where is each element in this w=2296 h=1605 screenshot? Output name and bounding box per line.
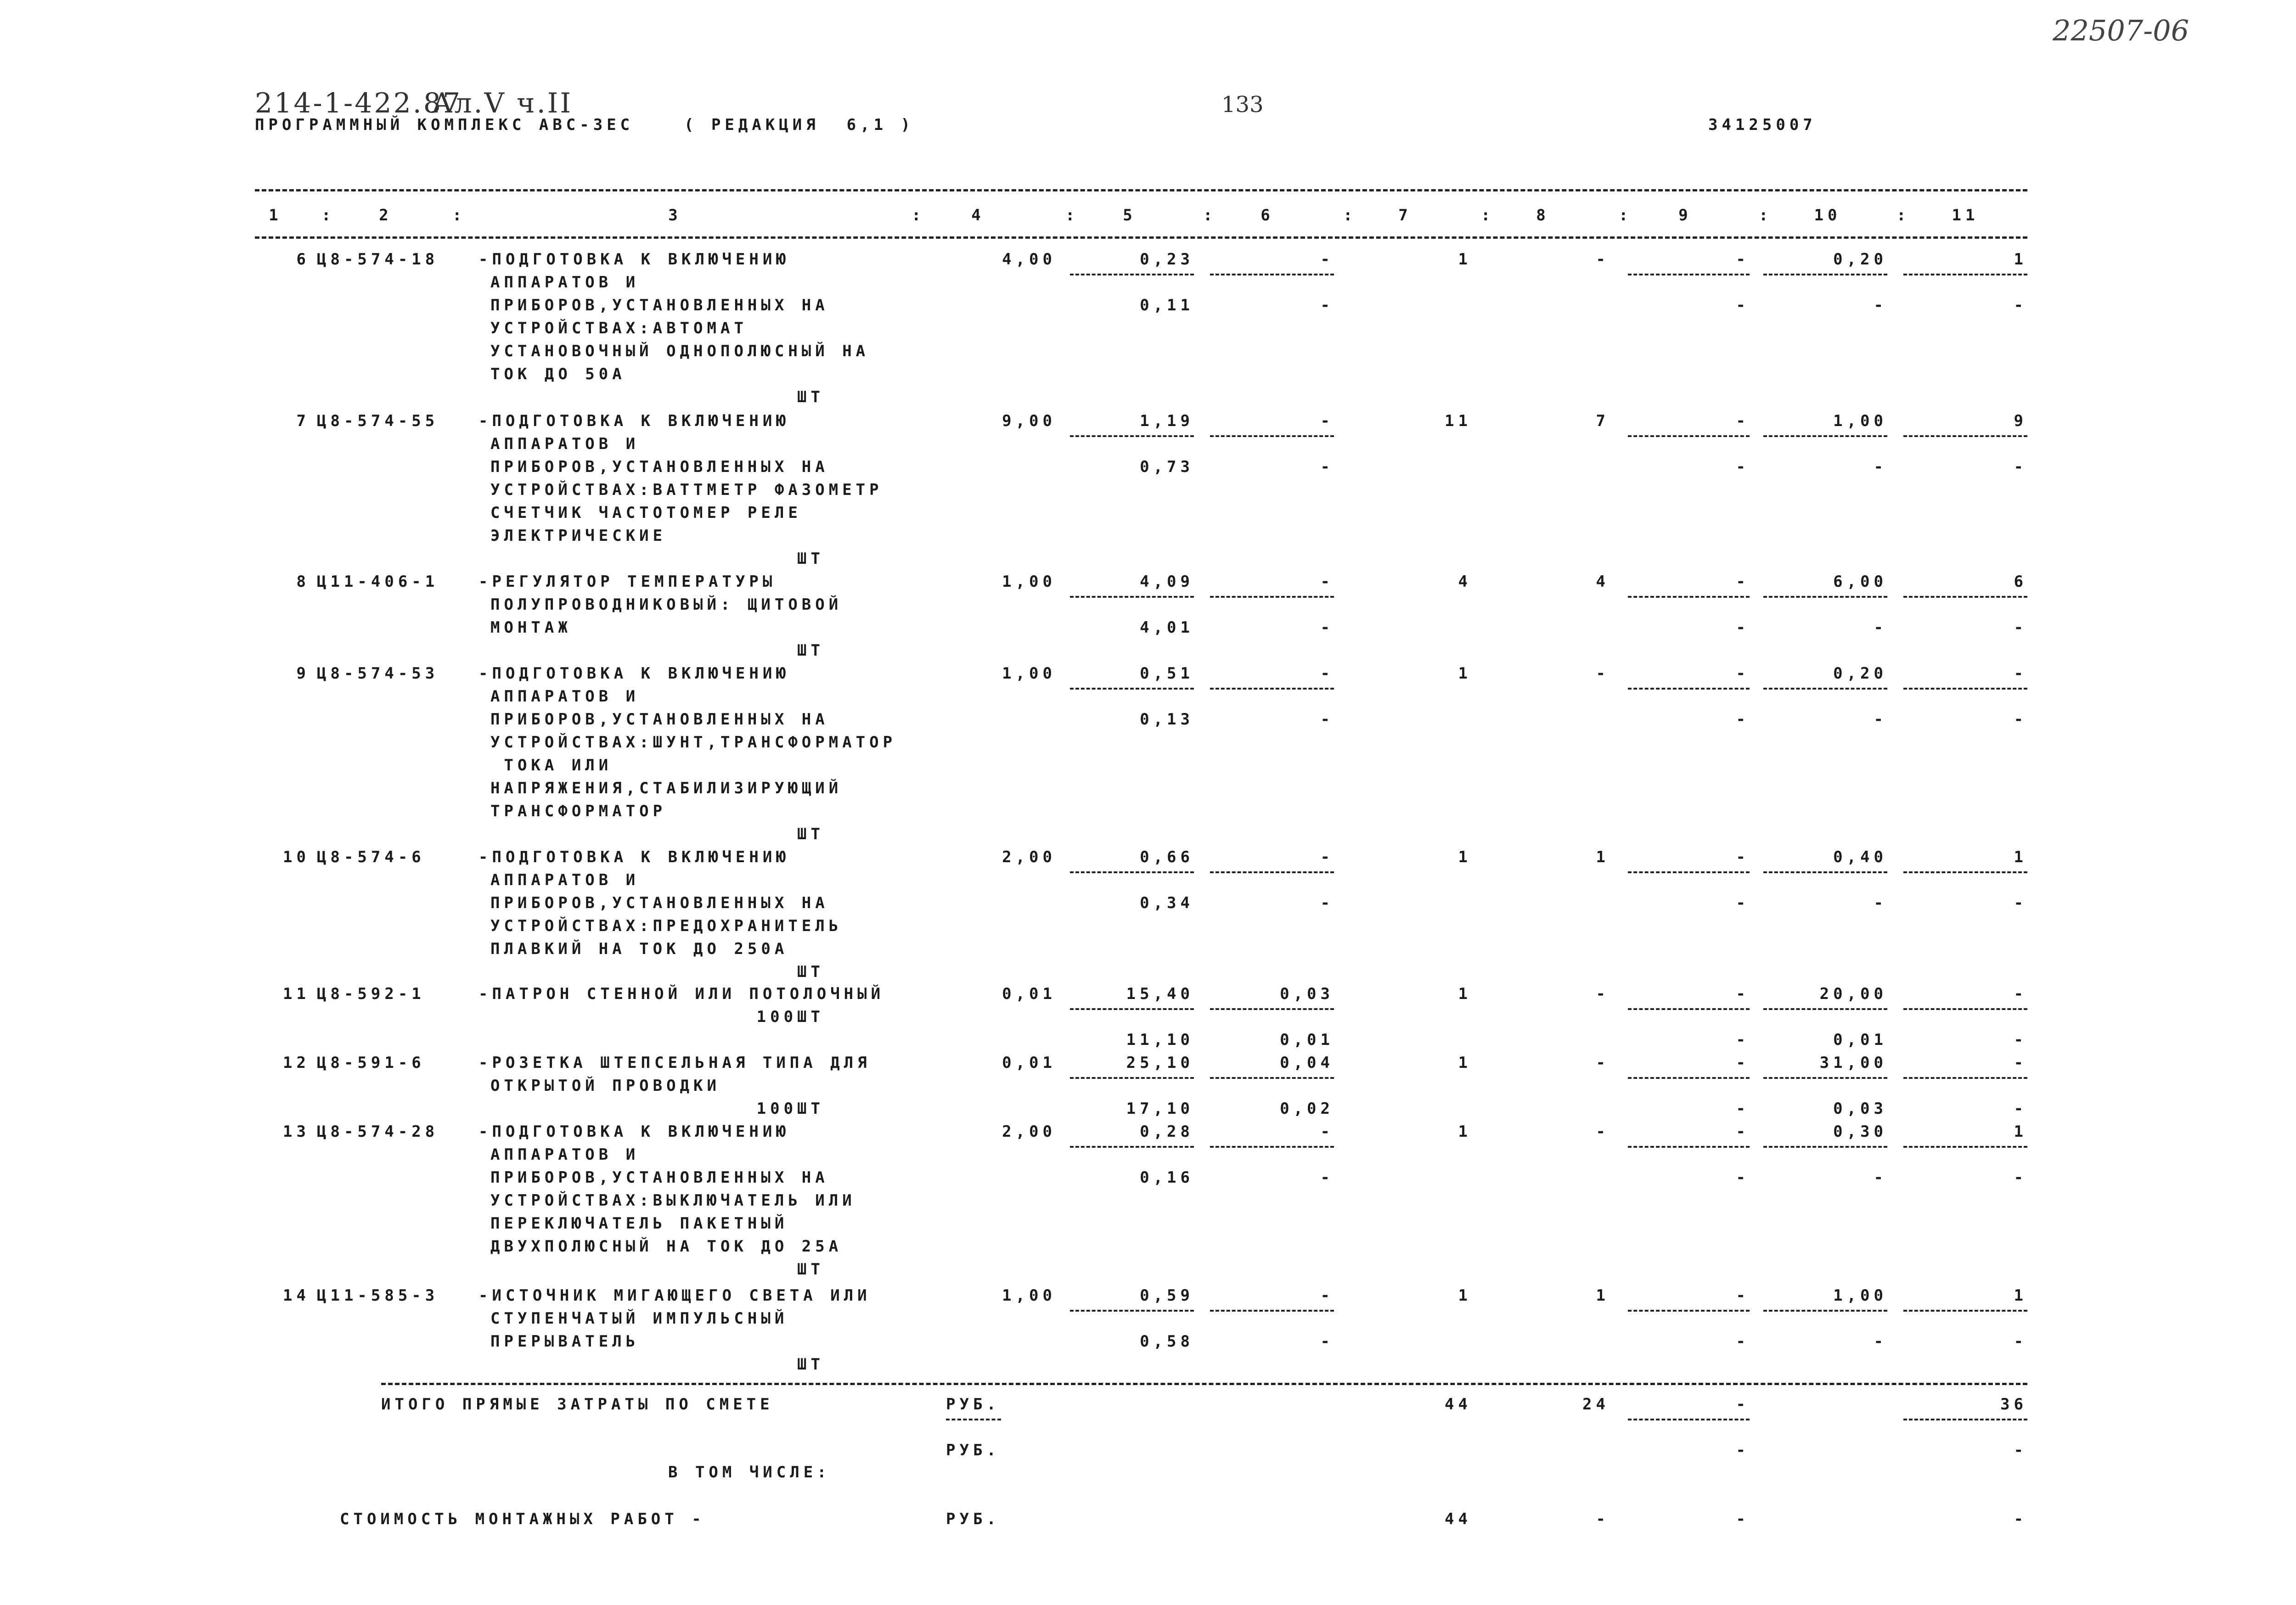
subtotal-rule (1070, 274, 1194, 275)
subtotal-rule (1763, 1077, 1887, 1079)
work-description: СЧЕТЧИК ЧАСТОТОМЕР РЕЛЕ (490, 504, 802, 522)
total-wages: 1 (1596, 848, 1609, 866)
total-machines: - (1736, 848, 1750, 866)
work-description: ПЛАВКИЙ НА ТОК ДО 250А (490, 940, 788, 958)
page-number: 133 (1221, 92, 1264, 118)
column-separator: : (452, 206, 466, 224)
total-machines: - (1736, 250, 1750, 269)
labor-machinists-per-unit: - (1874, 618, 1887, 637)
labor-machinists-per-unit: - (1874, 894, 1887, 912)
work-description: АППАРАТОВ И (490, 273, 640, 292)
subtotal-rule (1070, 1008, 1194, 1010)
work-description: ПЕРЕКЛЮЧАТЕЛЬ ПАКЕТНЫЙ (490, 1214, 788, 1233)
subtotal-rule (1628, 1008, 1750, 1010)
totals-label: ИТОГО ПРЯМЫЕ ЗАТРАТЫ ПО СМЕТЕ (381, 1395, 774, 1414)
unit-of-measure: ШТ (797, 963, 824, 981)
labor-machinists-total: - (2014, 296, 2027, 314)
unit-of-measure: ШТ (797, 641, 824, 660)
subtotal-rule (1903, 871, 2027, 873)
album-ref: Ал.V ч.II (432, 87, 573, 119)
montage-machines: - (1736, 1510, 1750, 1528)
unit-cost-wages: 17,10 (1126, 1100, 1194, 1118)
work-description: ПРИБОРОВ,УСТАНОВЛЕННЫХ НА (490, 296, 829, 314)
labor-machinists-total: - (2014, 1100, 2027, 1118)
unit-cost-machine-wages: - (1320, 618, 1334, 637)
labor-machinists-total: - (2014, 1168, 2027, 1187)
unit-cost-machines: - (1320, 572, 1334, 591)
quantity: 9,00 (1002, 412, 1056, 430)
column-header-3: 3 (668, 206, 682, 224)
subtotal-rule (1903, 1077, 2027, 1079)
quantity: 0,01 (1002, 1054, 1056, 1072)
unit-cost-machine-wages: - (1320, 1168, 1334, 1187)
labor-per-unit: 6,00 (1833, 572, 1887, 591)
unit-cost-total: 25,10 (1126, 1054, 1194, 1072)
totals-cost: 44 (1445, 1395, 1472, 1414)
unit-cost-machines: - (1320, 848, 1334, 866)
work-description: ПРИБОРОВ,УСТАНОВЛЕННЫХ НА (490, 458, 829, 476)
work-description: УСТАНОВОЧНЫЙ ОДНОПОЛЮСНЫЙ НА (490, 342, 870, 360)
subtotal-rule (1763, 1146, 1887, 1148)
machine-wages-total: - (1736, 1168, 1750, 1187)
header-rule (255, 236, 2027, 239)
labor-total: 9 (2014, 412, 2027, 430)
machine-wages-total: - (1736, 710, 1750, 729)
quantity: 1,00 (1002, 572, 1056, 591)
subtotal-rule (1903, 1310, 2027, 1312)
machine-wages-total: - (1736, 1031, 1750, 1049)
labor-machinists-per-unit: - (1874, 296, 1887, 314)
column-header-11: 11 (1952, 206, 1979, 224)
work-description: ОТКРЫТОЙ ПРОВОДКИ (490, 1077, 720, 1095)
subtotal-rule (1210, 871, 1334, 873)
subtotal-rule (1070, 596, 1194, 598)
work-description: УСТРОЙСТВАХ:ШУНТ,ТРАНСФОРМАТОР (490, 733, 897, 752)
unit-cost-machines: - (1320, 1286, 1334, 1305)
labor-machinists-per-unit: 0,01 (1833, 1031, 1887, 1049)
total-cost: 4 (1458, 572, 1472, 591)
machine-wages-total: - (1736, 458, 1750, 476)
work-description: АППАРАТОВ И (490, 871, 640, 889)
work-description: НАПРЯЖЕНИЯ,СТАБИЛИЗИРУЮЩИЙ (490, 779, 843, 797)
row-number: 8 (296, 572, 310, 591)
totals-wages: 24 (1582, 1395, 1609, 1414)
total-cost: 1 (1458, 1286, 1472, 1305)
total-machines: - (1736, 412, 1750, 430)
column-separator: : (1896, 206, 1910, 224)
subtotal-rule (1763, 871, 1887, 873)
total-wages: - (1596, 985, 1609, 1003)
labor-machinists-total: - (2014, 894, 2027, 912)
total-machines: - (1736, 572, 1750, 591)
unit-cost-wages: 0,34 (1140, 894, 1194, 912)
row-number: 7 (296, 412, 310, 430)
unit-of-measure: ШТ (797, 825, 824, 843)
labor-machinists-total: - (2014, 618, 2027, 637)
totals-machine-wages: - (1736, 1441, 1750, 1459)
labor-total: 1 (2014, 1122, 2027, 1141)
labor-total: 6 (2014, 572, 2027, 591)
work-description: АППАРАТОВ И (490, 1145, 640, 1164)
subtotal-rule (1070, 688, 1194, 690)
row-number: 10 (283, 848, 310, 866)
totals-unit-2: РУБ. (946, 1441, 1000, 1459)
subtotal-rule (1210, 688, 1334, 690)
labor-machinists-total: - (2014, 1031, 2027, 1049)
unit-cost-machine-wages: 0,01 (1280, 1031, 1334, 1049)
total-cost: 1 (1458, 1122, 1472, 1141)
subtotal-rule (1628, 1146, 1750, 1148)
total-wages: - (1596, 1054, 1609, 1072)
total-cost: 1 (1458, 664, 1472, 683)
work-description: МОНТАЖ (490, 618, 572, 637)
machine-wages-total: - (1736, 296, 1750, 314)
unit-cost-total: 0,51 (1140, 664, 1194, 683)
total-machines: - (1736, 1122, 1750, 1141)
column-header-5: 5 (1123, 206, 1137, 224)
resource-code: Ц8-574-6 (317, 848, 425, 866)
unit-of-measure: ШТ (797, 1260, 824, 1279)
resource-code: Ц8-574-28 (317, 1122, 439, 1141)
total-wages: 4 (1596, 572, 1609, 591)
work-description: -РЕГУЛЯТОР ТЕМПЕРАТУРЫ (478, 572, 777, 591)
unit-of-measure: 100ШТ (756, 1008, 824, 1026)
subtotal-rule (1763, 596, 1887, 598)
total-wages: - (1596, 664, 1609, 683)
machine-wages-total: - (1736, 1332, 1750, 1351)
labor-per-unit: 0,20 (1833, 250, 1887, 269)
row-number: 11 (283, 985, 310, 1003)
subtotal-rule (1210, 1310, 1334, 1312)
totals-labor-machinists: - (2014, 1441, 2027, 1459)
resource-code: Ц11-585-3 (317, 1286, 439, 1305)
montage-unit: РУБ. (946, 1510, 1000, 1528)
totals-machines-rule (1628, 1419, 1750, 1420)
unit-cost-wages: 0,11 (1140, 296, 1194, 314)
machine-wages-total: - (1736, 618, 1750, 637)
unit-cost-machines: 0,03 (1280, 985, 1334, 1003)
column-separator: : (1343, 206, 1357, 224)
work-description: -ПОДГОТОВКА К ВКЛЮЧЕНИЮ (478, 250, 790, 269)
subtotal-rule (1070, 1310, 1194, 1312)
unit-cost-wages: 4,01 (1140, 618, 1194, 637)
subtotal-rule (1763, 1008, 1887, 1010)
labor-total: 1 (2014, 1286, 2027, 1305)
subtotal-rule (1210, 274, 1334, 275)
total-wages: 7 (1596, 412, 1609, 430)
labor-total: - (2014, 985, 2027, 1003)
program-edition: ( РЕДАКЦИЯ 6,1 ) (684, 116, 914, 134)
unit-cost-total: 1,19 (1140, 412, 1194, 430)
resource-code: Ц8-574-18 (317, 250, 439, 269)
unit-cost-machine-wages: - (1320, 894, 1334, 912)
montage-wages: - (1596, 1510, 1609, 1528)
labor-per-unit: 0,30 (1833, 1122, 1887, 1141)
work-description: -ПОДГОТОВКА К ВКЛЮЧЕНИЮ (478, 412, 790, 430)
row-number: 13 (283, 1122, 310, 1141)
machine-wages-total: - (1736, 894, 1750, 912)
unit-cost-machines: - (1320, 250, 1334, 269)
resource-code: Ц8-574-55 (317, 412, 439, 430)
work-description: ТОК ДО 50А (490, 365, 626, 383)
work-description: ЭЛЕКТРИЧЕСКИЕ (490, 527, 667, 545)
totals-labor: 36 (2000, 1395, 2027, 1414)
unit-cost-machine-wages: - (1320, 710, 1334, 729)
work-description: -ПОДГОТОВКА К ВКЛЮЧЕНИЮ (478, 848, 790, 866)
labor-machinists-per-unit: 0,03 (1833, 1100, 1887, 1118)
column-header-6: 6 (1261, 206, 1274, 224)
handwritten-archive-number: 22507-06 (2053, 14, 2189, 47)
subtotal-rule (1628, 1310, 1750, 1312)
total-cost: 1 (1458, 848, 1472, 866)
subtotal-rule (1628, 274, 1750, 275)
total-machines: - (1736, 1286, 1750, 1305)
unit-of-measure: ШТ (797, 550, 824, 568)
resource-code: Ц8-574-53 (317, 664, 439, 683)
subtotal-rule (1903, 596, 2027, 598)
including-label: В ТОМ ЧИСЛЕ: (668, 1463, 831, 1482)
labor-per-unit: 0,40 (1833, 848, 1887, 866)
totals-rule (381, 1383, 2027, 1385)
work-description: -ПОДГОТОВКА К ВКЛЮЧЕНИЮ (478, 664, 790, 683)
row-number: 6 (296, 250, 310, 269)
montage-label: СТОИМОСТЬ МОНТАЖНЫХ РАБОТ - (340, 1510, 705, 1528)
work-description: ПРИБОРОВ,УСТАНОВЛЕННЫХ НА (490, 894, 829, 912)
unit-cost-machines: - (1320, 664, 1334, 683)
unit-cost-total: 4,09 (1140, 572, 1194, 591)
unit-cost-machine-wages: - (1320, 296, 1334, 314)
column-header-1: 1 (269, 206, 282, 224)
quantity: 2,00 (1002, 1122, 1056, 1141)
unit-cost-total: 0,23 (1140, 250, 1194, 269)
subtotal-rule (1628, 871, 1750, 873)
row-number: 12 (283, 1054, 310, 1072)
labor-per-unit: 0,20 (1833, 664, 1887, 683)
work-description: -ПАТРОН СТЕННОЙ ИЛИ ПОТОЛОЧНЫЙ (478, 985, 885, 1003)
column-header-2: 2 (379, 206, 393, 224)
total-cost: 1 (1458, 250, 1472, 269)
unit-of-measure: ШТ (797, 388, 824, 406)
quantity: 1,00 (1002, 664, 1056, 683)
subtotal-rule (1763, 435, 1887, 437)
labor-machinists-total: - (2014, 710, 2027, 729)
column-separator: : (1759, 206, 1773, 224)
subtotal-rule (1070, 1146, 1194, 1148)
quantity: 0,01 (1002, 985, 1056, 1003)
top-rule (255, 189, 2027, 191)
labor-total: 1 (2014, 848, 2027, 866)
work-description: -РОЗЕТКА ШТЕПСЕЛЬНАЯ ТИПА ДЛЯ (478, 1054, 871, 1072)
totals-unit-rule (946, 1419, 1001, 1420)
subtotal-rule (1628, 435, 1750, 437)
work-description: УСТРОЙСТВАХ:ВАТТМЕТР ФАЗОМЕТР (490, 481, 883, 499)
labor-machinists-total: - (2014, 458, 2027, 476)
unit-cost-machine-wages: - (1320, 458, 1334, 476)
resource-code: Ц8-592-1 (317, 985, 425, 1003)
total-cost: 11 (1445, 412, 1472, 430)
document-id: 34125007 (1708, 116, 1817, 134)
row-number: 14 (283, 1286, 310, 1305)
unit-cost-machines: - (1320, 412, 1334, 430)
labor-per-unit: 1,00 (1833, 1286, 1887, 1305)
column-header-8: 8 (1536, 206, 1550, 224)
unit-cost-machine-wages: 0,02 (1280, 1100, 1334, 1118)
unit-cost-total: 0,28 (1140, 1122, 1194, 1141)
resource-code: Ц11-406-1 (317, 572, 439, 591)
subtotal-rule (1903, 1146, 2027, 1148)
subtotal-rule (1628, 688, 1750, 690)
labor-machinists-per-unit: - (1874, 1332, 1887, 1351)
subtotal-rule (1628, 1077, 1750, 1079)
subtotal-rule (1763, 1310, 1887, 1312)
work-description: СТУПЕНЧАТЫЙ ИМПУЛЬСНЫЙ (490, 1309, 788, 1328)
subtotal-rule (1903, 435, 2027, 437)
labor-per-unit: 1,00 (1833, 412, 1887, 430)
labor-per-unit: 31,00 (1819, 1054, 1887, 1072)
work-description: УСТРОЙСТВАХ:ПРЕДОХРАНИТЕЛЬ (490, 917, 843, 935)
unit-cost-wages: 0,13 (1140, 710, 1194, 729)
labor-machinists-per-unit: - (1874, 710, 1887, 729)
unit-cost-machine-wages: - (1320, 1332, 1334, 1351)
totals-unit: РУБ. (946, 1395, 1000, 1414)
subtotal-rule (1763, 274, 1887, 275)
column-separator: : (1619, 206, 1632, 224)
total-machines: - (1736, 664, 1750, 683)
unit-of-measure: 100ШТ (756, 1100, 824, 1118)
program-name: ПРОГРАММНЫЙ КОМПЛЕКС АВС-3ЕС (255, 116, 634, 134)
montage-labor: - (2014, 1510, 2027, 1528)
subtotal-rule (1903, 1008, 2027, 1010)
subtotal-rule (1628, 596, 1750, 598)
unit-cost-wages: 11,10 (1126, 1031, 1194, 1049)
column-header-10: 10 (1814, 206, 1841, 224)
subtotal-rule (1210, 435, 1334, 437)
subtotal-rule (1210, 1146, 1334, 1148)
subtotal-rule (1763, 688, 1887, 690)
unit-cost-machines: - (1320, 1122, 1334, 1141)
row-number: 9 (296, 664, 310, 683)
unit-cost-total: 0,66 (1140, 848, 1194, 866)
total-wages: 1 (1596, 1286, 1609, 1305)
quantity: 2,00 (1002, 848, 1056, 866)
unit-cost-wages: 0,58 (1140, 1332, 1194, 1351)
column-header-9: 9 (1678, 206, 1692, 224)
work-description: -ПОДГОТОВКА К ВКЛЮЧЕНИЮ (478, 1122, 790, 1141)
unit-cost-machines: 0,04 (1280, 1054, 1334, 1072)
labor-machinists-per-unit: - (1874, 1168, 1887, 1187)
subtotal-rule (1903, 274, 2027, 275)
column-separator: : (1481, 206, 1495, 224)
column-header-7: 7 (1398, 206, 1412, 224)
subtotal-rule (1070, 435, 1194, 437)
totals-labor-rule (1903, 1419, 2027, 1420)
subtotal-rule (1070, 871, 1194, 873)
unit-cost-total: 0,59 (1140, 1286, 1194, 1305)
work-description: УСТРОЙСТВАХ:АВТОМАТ (490, 319, 748, 337)
subtotal-rule (1210, 1077, 1334, 1079)
total-cost: 1 (1458, 1054, 1472, 1072)
unit-cost-total: 15,40 (1126, 985, 1194, 1003)
montage-cost: 44 (1445, 1510, 1472, 1528)
subtotal-rule (1070, 1077, 1194, 1079)
work-description: АППАРАТОВ И (490, 687, 640, 706)
column-separator: : (321, 206, 335, 224)
work-description: ДВУХПОЛЮСНЫЙ НА ТОК ДО 25А (490, 1237, 843, 1256)
total-machines: - (1736, 985, 1750, 1003)
work-description: -ИСТОЧНИК МИГАЮЩЕГО СВЕТА ИЛИ (478, 1286, 871, 1305)
unit-of-measure: ШТ (797, 1355, 824, 1374)
unit-cost-wages: 0,73 (1140, 458, 1194, 476)
work-description: ТРАНСФОРМАТОР (490, 802, 667, 820)
totals-machines: - (1736, 1395, 1750, 1414)
resource-code: Ц8-591-6 (317, 1054, 425, 1072)
labor-machinists-per-unit: - (1874, 458, 1887, 476)
total-cost: 1 (1458, 985, 1472, 1003)
doc-code: 214-1-422.87 (255, 87, 462, 119)
column-separator: : (912, 206, 925, 224)
work-description: ПРИБОРОВ,УСТАНОВЛЕННЫХ НА (490, 710, 829, 729)
machine-wages-total: - (1736, 1100, 1750, 1118)
work-description: ТОКА ИЛИ (490, 756, 613, 774)
labor-machinists-total: - (2014, 1332, 2027, 1351)
column-separator: : (1203, 206, 1217, 224)
subtotal-rule (1210, 596, 1334, 598)
work-description: ПРИБОРОВ,УСТАНОВЛЕННЫХ НА (490, 1168, 829, 1187)
total-wages: - (1596, 250, 1609, 269)
column-separator: : (1065, 206, 1079, 224)
subtotal-rule (1903, 688, 2027, 690)
work-description: АППАРАТОВ И (490, 435, 640, 453)
total-wages: - (1596, 1122, 1609, 1141)
unit-cost-wages: 0,16 (1140, 1168, 1194, 1187)
work-description: ПОЛУПРОВОДНИКОВЫЙ: ЩИТОВОЙ (490, 595, 843, 614)
work-description: ПРЕРЫВАТЕЛЬ (490, 1332, 640, 1351)
total-machines: - (1736, 1054, 1750, 1072)
labor-total: 1 (2014, 250, 2027, 269)
quantity: 4,00 (1002, 250, 1056, 269)
labor-total: - (2014, 1054, 2027, 1072)
quantity: 1,00 (1002, 1286, 1056, 1305)
labor-per-unit: 20,00 (1819, 985, 1887, 1003)
labor-total: - (2014, 664, 2027, 683)
column-header-4: 4 (971, 206, 985, 224)
subtotal-rule (1210, 1008, 1334, 1010)
work-description: УСТРОЙСТВАХ:ВЫКЛЮЧАТЕЛЬ ИЛИ (490, 1191, 856, 1210)
